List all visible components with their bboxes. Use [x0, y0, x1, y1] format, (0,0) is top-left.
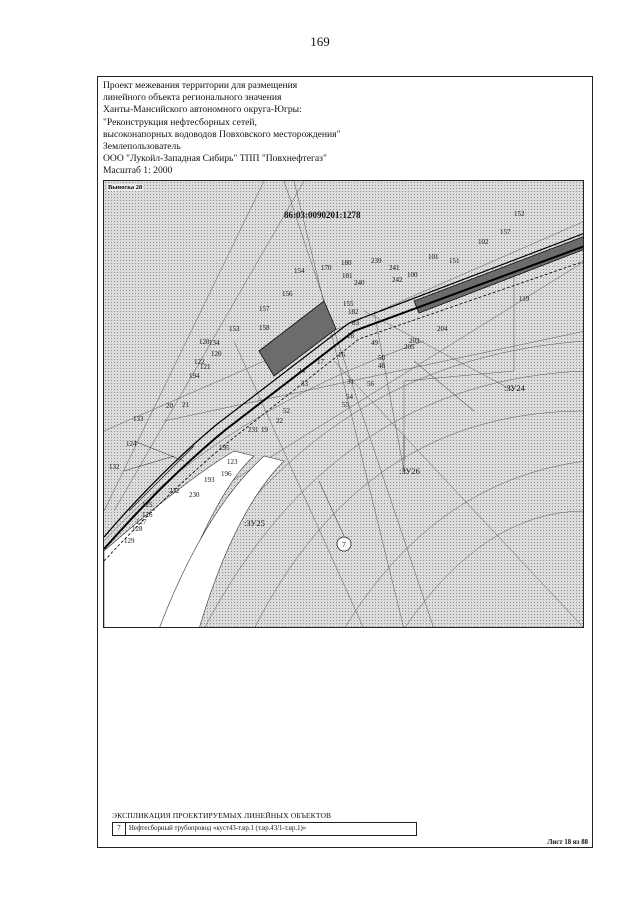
- title-line: линейного объекта регионального значения: [103, 92, 282, 104]
- point-number: 151: [449, 257, 460, 265]
- point-number: 230: [189, 491, 200, 499]
- explication-row: [112, 822, 417, 836]
- point-number: 157: [500, 228, 511, 236]
- point-number: 122: [194, 358, 205, 366]
- title-line: Проект межевания территории для размещения: [103, 80, 298, 91]
- point-number: 132: [109, 463, 120, 471]
- point-number: 152: [514, 210, 525, 218]
- linear-object-number: 7: [342, 541, 346, 549]
- parcel-label: :ЗУ24: [504, 383, 525, 393]
- map-drawing: [104, 181, 584, 628]
- point-number: 24: [298, 367, 305, 375]
- point-number: 128: [132, 525, 143, 533]
- point-number: 22: [276, 417, 283, 425]
- point-number: 120: [199, 338, 210, 346]
- point-number: 204: [437, 325, 448, 333]
- point-number: 182: [348, 308, 359, 316]
- point-number: 231: [248, 426, 259, 434]
- drawing-sheet: [97, 76, 593, 848]
- sheet-number: Лист 18 из 88: [547, 839, 588, 846]
- point-number: 123: [227, 458, 238, 466]
- point-number: 133: [133, 415, 144, 423]
- title-block: [103, 80, 341, 178]
- point-number: 50: [378, 354, 385, 362]
- point-number: 119: [519, 295, 530, 303]
- scale-label: Масштаб 1: 2000: [103, 165, 173, 177]
- explication-title: ЭКСПЛИКАЦИЯ ПРОЕКТИРУЕМЫХ ЛИНЕЙНЫХ ОБЪЕКТОВ: [112, 811, 332, 820]
- parcel-hatched-area: [414, 236, 584, 313]
- point-labels: [109, 210, 530, 545]
- landowner-name: ООО "Лукойл-Западная Сибирь" ТПП "Повхнефтегаз": [103, 153, 327, 165]
- point-number: 242: [392, 276, 403, 284]
- point-number: 239: [371, 257, 382, 265]
- point-number: 134: [209, 339, 220, 347]
- point-number: 124: [126, 440, 137, 448]
- point-number: 101: [428, 253, 439, 261]
- point-number: 240: [354, 279, 365, 287]
- point-number: 56: [367, 380, 374, 388]
- title-line: Ханты-Мансийского автономного округа-Югры:: [103, 104, 302, 116]
- point-number: 241: [389, 264, 400, 272]
- point-number: 54: [346, 393, 353, 401]
- point-number: 48: [378, 362, 385, 370]
- point-number: 155: [343, 300, 354, 308]
- point-number: 156: [282, 290, 293, 298]
- title-line: "Реконструкция нефтесборных сетей,: [103, 116, 257, 128]
- point-number: 129: [124, 537, 135, 545]
- point-number: 125: [142, 501, 153, 509]
- point-number: 158: [259, 324, 270, 332]
- parcel-label: :ЗУ26: [399, 466, 420, 476]
- point-number: 180: [341, 259, 352, 267]
- point-number: 157: [259, 305, 270, 313]
- point-number: 196: [221, 470, 232, 478]
- point-number: 205: [404, 343, 415, 351]
- point-number: 170: [321, 264, 332, 272]
- landowner-label: Землепользователь: [103, 141, 181, 153]
- point-number: 49: [371, 339, 378, 347]
- point-number: 102: [478, 238, 489, 246]
- point-number: 181: [342, 272, 353, 280]
- point-number: 31: [347, 378, 354, 386]
- point-number: 232: [169, 487, 180, 495]
- point-number: 83: [352, 319, 359, 327]
- point-number: 193: [204, 476, 215, 484]
- explication-row-description: Нефтесборный трубопровод «куст43-т.вр.1 (т.вр.43/1-т.вр.1)»: [129, 825, 307, 832]
- point-number: 153: [229, 325, 240, 333]
- parcel-label: :ЗУ25: [244, 518, 265, 528]
- page-number: 169: [310, 34, 330, 49]
- point-number: 120: [211, 350, 222, 358]
- cadastral-map: [103, 180, 584, 628]
- point-number: 100: [407, 271, 418, 279]
- point-number: 195: [219, 444, 230, 452]
- point-number: 194: [189, 372, 200, 380]
- point-number: 33: [301, 380, 308, 388]
- point-number: 17: [317, 358, 324, 366]
- point-number: 16: [338, 351, 345, 359]
- point-number: 20: [166, 402, 173, 410]
- point-number: 127: [136, 518, 147, 526]
- point-number: 21: [182, 401, 189, 409]
- point-number: 18: [347, 332, 354, 340]
- point-number: 126: [142, 511, 153, 519]
- title-line: высоконапорных водоводов Повховского месторождения": [103, 128, 341, 140]
- point-number: 121: [200, 363, 211, 371]
- point-number: 55: [342, 401, 349, 409]
- point-number: 203: [409, 337, 420, 345]
- point-number: 154: [294, 267, 305, 275]
- point-number: 52: [283, 407, 290, 415]
- cadastral-number: 86:03:0090201:1278: [284, 210, 361, 220]
- parcel-hatched-area: [259, 301, 336, 376]
- explication-row-number: 7: [113, 823, 126, 835]
- point-number: 19: [261, 426, 268, 434]
- inset-label: Выноска 28: [108, 184, 143, 191]
